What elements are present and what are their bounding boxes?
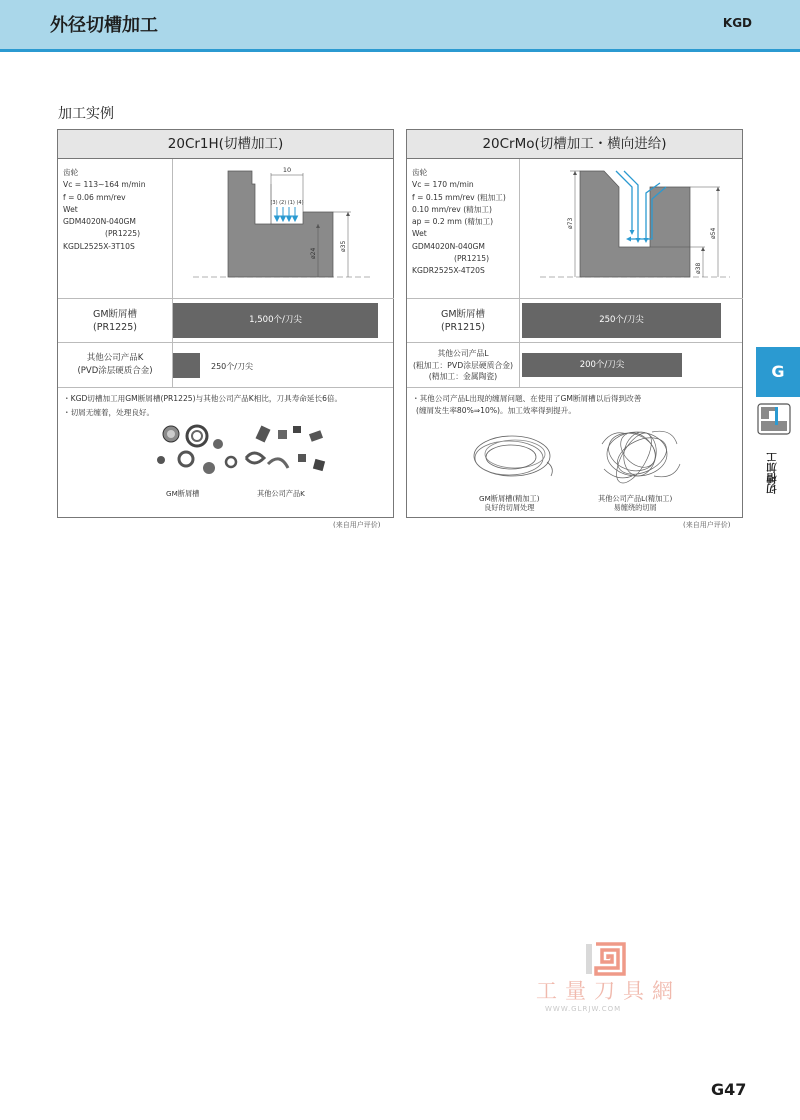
result-row-other: [407, 343, 742, 388]
row-label: GM断屑槽 (PR1215): [407, 299, 520, 342]
condition-line: 0.10 mm/rev (精加工): [412, 204, 492, 214]
inner-diameter-dim: ø24: [310, 247, 317, 259]
groove-width-dim: 10: [282, 166, 292, 174]
condition-line: ap = 0.2 mm (精加工): [412, 217, 494, 227]
source-note: (来自用户评价): [683, 521, 731, 529]
condition-line: (PR1225): [105, 229, 141, 239]
diameter-dim-c: ø38: [695, 262, 702, 274]
tool-life-value-other: 250个/刀尖: [211, 362, 253, 371]
gm-chip-photo: [467, 428, 562, 488]
result-notes: [58, 388, 393, 518]
row-label: GM断屑槽 (PR1225): [58, 299, 173, 342]
other-chip-photo: [238, 424, 333, 479]
section-tab-g[interactable]: G: [756, 347, 800, 397]
header-accent-bar: [0, 49, 800, 52]
condition-line: GDM4020N-040GM: [63, 217, 136, 227]
site-name-watermark: 工量刀具網: [536, 979, 681, 1003]
section-title: 加工实例: [58, 106, 114, 122]
gm-chip-photo: [153, 424, 243, 479]
case-panel-right: [406, 129, 743, 518]
condition-line: f = 0.06 mm/rev: [63, 192, 126, 202]
workpiece-profile: [580, 171, 690, 277]
result-notes: [407, 388, 742, 518]
condition-line: KGDR2525X-4T20S: [412, 266, 485, 276]
result-row-gm: [407, 299, 742, 343]
other-chip-photo: [592, 424, 687, 486]
source-note: (来自用户评价): [333, 521, 381, 529]
condition-line: 齿轮: [412, 168, 428, 177]
photo-caption: 其他公司产品L(精加工) 易缠绕的切屑: [598, 494, 673, 512]
page-number: G47: [711, 1080, 747, 1099]
diameter-dim-a: ø73: [567, 217, 574, 229]
cut-sequence-label: (3) (2) (1) (4): [270, 200, 304, 206]
tool-life-bar-other: [173, 353, 200, 378]
condition-line: Wet: [63, 204, 78, 214]
condition-line: KGDL2525X-3T10S: [63, 241, 135, 251]
cutting-conditions: [58, 159, 173, 299]
note-line: ・其他公司产品L出现的缠屑问题、在使用了GM断屑槽以后得到改善: [412, 394, 642, 403]
photo-caption: 其他公司产品K: [257, 489, 305, 498]
page-title: 外径切槽加工: [50, 15, 158, 36]
workpiece-diagram: [520, 159, 743, 299]
note-line: ・KGD切槽加工用GM断屑槽(PR1225)与其他公司产品K相比，刀具寿命延长6倍。: [63, 394, 343, 403]
diameter-dim-b: ø54: [710, 227, 717, 239]
row-label: 其他公司产品L (粗加工：PVD涂层硬质合金) (精加工：金属陶瓷): [407, 343, 520, 387]
cutting-conditions: [407, 159, 520, 299]
condition-line: (PR1215): [454, 254, 490, 264]
section-side-label: 切槽加工: [766, 452, 778, 494]
condition-line: Vc = 113~164 m/min: [63, 180, 146, 190]
workpiece-diagram: [173, 159, 394, 299]
photo-caption: GM断屑槽: [166, 489, 200, 498]
panel-title: 20CrMo(切槽加工・横向进给): [407, 130, 742, 159]
condition-line: Vc = 170 m/min: [412, 180, 474, 190]
result-row-other: [58, 343, 393, 388]
condition-line: 齿轮: [63, 168, 79, 177]
tool-life-bar-other: 200个/刀尖: [522, 353, 682, 377]
site-url-watermark: WWW.GLRJW.COM: [545, 1005, 622, 1013]
condition-line: Wet: [412, 229, 427, 239]
product-code: KGD: [722, 16, 752, 30]
note-line: ・切屑无缠着，处理良好。: [63, 408, 155, 417]
result-row-gm: [58, 299, 393, 343]
note-line: (缠屑发生率80%⇒10%)。加工效率得到提升。: [416, 406, 576, 415]
grooving-icon: [757, 403, 791, 435]
case-panel-left: [57, 129, 394, 518]
site-logo-watermark: [584, 942, 628, 976]
tool-life-bar-gm: 250个/刀尖: [522, 303, 721, 338]
row-label: 其他公司产品K (PVD涂层硬质合金): [58, 343, 173, 387]
condition-line: GDM4020N-040GM: [412, 241, 485, 251]
tool-life-bar-gm: 1,500个/刀尖: [173, 303, 378, 338]
condition-line: f = 0.15 mm/rev (粗加工): [412, 192, 506, 202]
photo-caption: GM断屑槽(精加工) 良好的切屑处理: [479, 494, 540, 512]
outer-diameter-dim: ø35: [340, 240, 347, 252]
panel-title: 20Cr1H(切槽加工): [58, 130, 393, 159]
